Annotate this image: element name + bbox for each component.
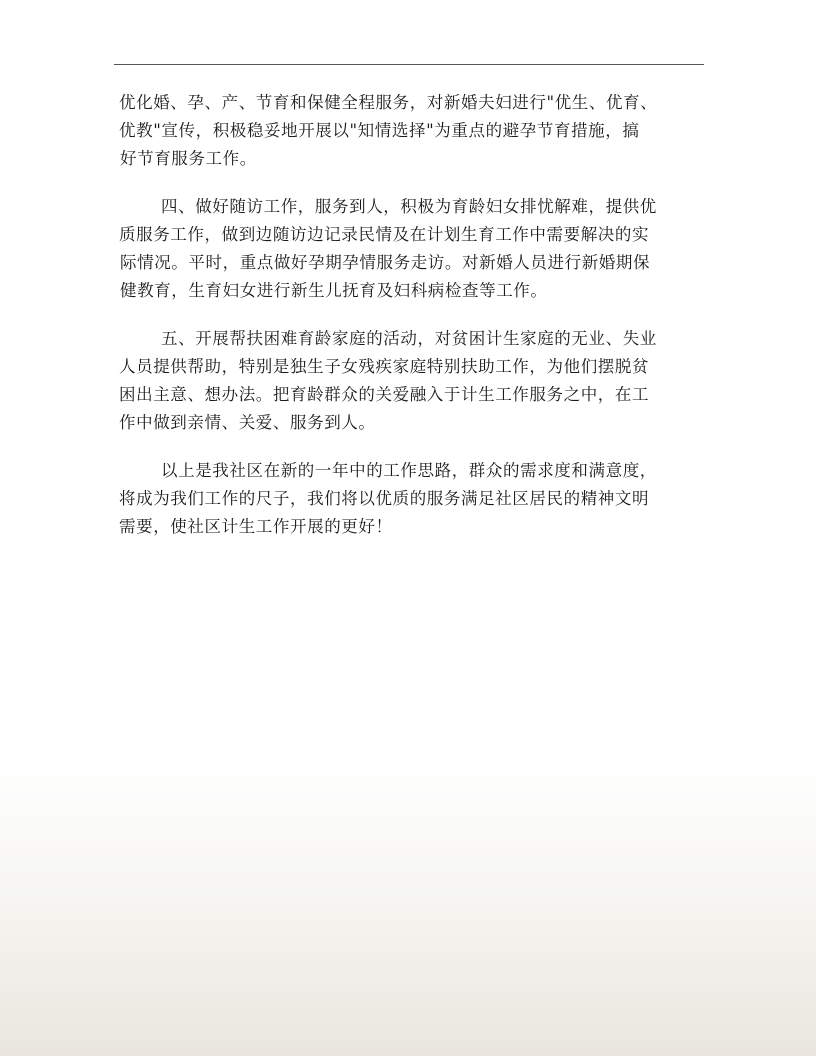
paragraph-gap — [119, 437, 709, 457]
paragraph-line: 需要，使社区计生工作开展的更好！ — [119, 517, 393, 536]
header-rule — [114, 64, 704, 65]
paragraph-line: 将成为我们工作的尺子，我们将以优质的服务满足社区居民的精神文明 — [119, 489, 650, 508]
paragraph-line: 优教"宣传，积极稳妥地开展以"知情选择"为重点的避孕节育措施，搞 — [119, 121, 640, 140]
paragraph-1 — [119, 89, 709, 173]
paragraph-line: 作中做到亲情、关爱、服务到人。 — [119, 413, 376, 432]
paragraph-line: 健教育，生育妇女进行新生儿抚育及妇科病检查等工作。 — [120, 281, 548, 300]
paragraph-3 — [119, 325, 709, 437]
paragraph-line: 五、开展帮扶困难育龄家庭的活动，对贫困计生家庭的无业、失业 — [161, 329, 657, 348]
paragraph-gap — [119, 173, 709, 193]
paragraph-line: 质服务工作，做到边随访边记录民情及在计划生育工作中需要解决的实 — [119, 225, 650, 244]
paragraph-4 — [119, 457, 709, 541]
paragraph-line: 优化婚、孕、产、节育和保健全程服务，对新婚夫妇进行"优生、优育、 — [119, 93, 658, 112]
document-body — [119, 89, 709, 541]
paragraph-2 — [119, 193, 709, 305]
paragraph-line: 困出主意、想办法。把育龄群众的关爱融入于计生工作服务之中，在工 — [119, 385, 650, 404]
paragraph-line: 以上是我社区在新的一年中的工作思路，群众的需求度和满意度， — [161, 461, 657, 480]
paragraph-line: 四、做好随访工作，服务到人，积极为育龄妇女排忧解难，提供优 — [161, 197, 657, 216]
paragraph-gap — [119, 305, 709, 325]
paragraph-line: 际情况。平时，重点做好孕期孕情服务走访。对新婚人员进行新婚期保 — [120, 253, 651, 272]
paragraph-line: 人员提供帮助，特别是独生子女残疾家庭特别扶助工作，为他们摆脱贫 — [119, 357, 650, 376]
paragraph-line: 好节育服务工作。 — [120, 149, 257, 168]
